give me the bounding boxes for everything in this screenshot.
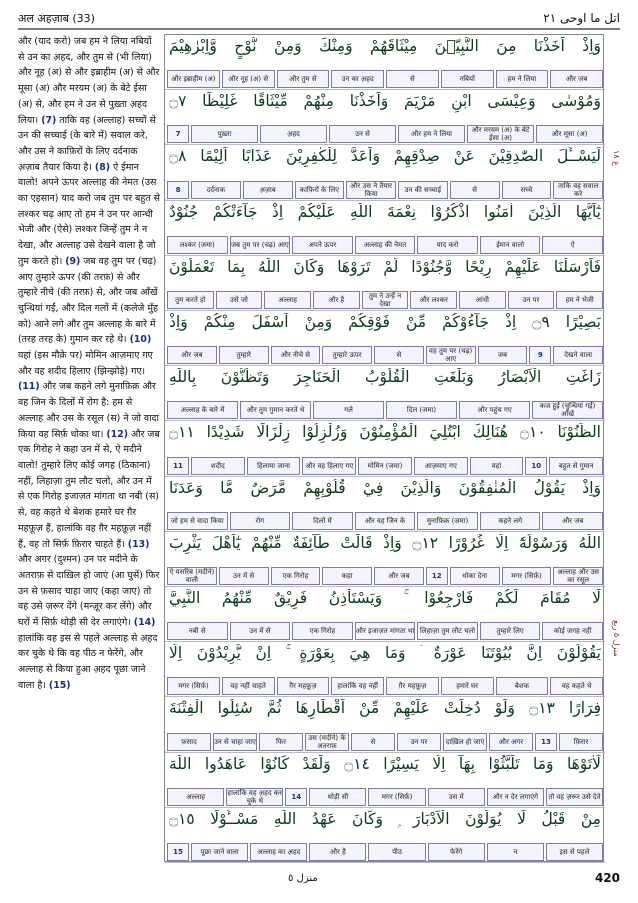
word-meaning-cell: तुम्हारे ऊपर (322, 346, 372, 364)
word-meaning-cell: फ़िरार (559, 733, 603, 751)
word-by-word-row (167, 70, 603, 88)
word-meaning-cell: अल्लाह की नेमत (355, 236, 416, 254)
word-meaning-cell: हम ने लिया (496, 70, 549, 88)
word-by-word-row (167, 788, 603, 806)
word-meaning-cell: पुख़्ता (191, 125, 258, 143)
word-meaning-cell: से (450, 181, 500, 199)
word-meaning-cell: फेरेंगे (428, 843, 485, 861)
verse-row (165, 532, 605, 587)
arabic-line: زَاغَتِ الْاَبْصَارُ وَبَلَغَتِ الْقُلُوْبُ الْحَنَاجِرَ وَتَظُنُّوْنَ بِاللّٰهِ (169, 368, 601, 387)
word-meaning-cell: एक गिरोह (292, 622, 353, 640)
word-meaning-cell: तुम ने उन्हें न देखा (362, 291, 409, 309)
word-meaning-cell: और है (309, 843, 366, 861)
arabic-line: وَاِذْ اَخَذْنَا مِنَ النَّبِيّٖنَ مِيْثَاقَهُمْ وَمِنْكَ وَمِنْ نُّوْحٍ وَّاِبْرٰهِيْمَ (169, 37, 601, 55)
translation-verse-10: जब वह तुम पर (चढ़) आए तुम्हारे ऊपर (की तरफ़) से और तुम्हारे नीचे (की तरफ़) से, और जब आँखें चुन्धियां गईं, और दिल गलों में (कलेजे मुँह को) आने लगे और तुम अल्लाह के बारे में (तरह तरह के) गुमान कर रहे थे। (18, 255, 158, 346)
word-meaning-cell: दिल (जमा) (386, 401, 457, 419)
page-number: 420 (594, 871, 620, 885)
word-meaning-cell: हमारे घर (441, 677, 494, 695)
word-meaning-cell: अल्लाह (264, 291, 311, 309)
verse-number: (8) (94, 161, 110, 173)
word-by-word-row (167, 457, 603, 475)
arabic-line: اللّٰهُ وَرَسُوْلُهٗٓ اِلَّا غُرُوْرًا ۝١٢ وَاِذْ قَالَتْ طَّآئِفَةٌ مِّنْهُمْ يٰٓاَهْلَ يَثْرِبَ (169, 533, 601, 552)
word-meaning-cell: 9 (529, 346, 551, 364)
arabic-line: فَاَرْسَلْنَا عَلَيْهِمْ رِيْحًا وَّجُنُوْدًا لَّمْ تَرَوْهَا وَكَانَ اللّٰهُ بِمَا تَعْمَلُوْنَ (169, 257, 601, 276)
word-meaning-cell: नबी से (167, 622, 228, 640)
verse-row (165, 145, 605, 200)
word-meaning-cell: उन का अ़हद (331, 70, 384, 88)
arabic-line: يَقُوْلُوْنَ اِنَّ بُيُوْتَنَا عَوْرَةٌ ۛ وَمَا هِيَ بِعَوْرَةٍ ۚ اِنْ يُّرِيْدُوْنَ اِلَّا (169, 644, 601, 663)
word-meaning-cell: लिहाज़ा तुम लौट चलो (417, 622, 478, 640)
word-meaning-cell: 10 (525, 457, 547, 475)
word-meaning-cell: लश्कर (जमा) (167, 236, 228, 254)
word-meaning-cell: और जब (167, 346, 217, 364)
translation-column (18, 34, 160, 862)
arabic-line: بَصِيْرًا ۝٩ اِذْ جَآءُوْكُمْ مِّنْ فَوْقِكُمْ وَمِنْ اَسْفَلَ مِنْكُمْ وَاِذْ (169, 313, 601, 331)
word-by-word-row (167, 567, 603, 585)
word-meaning-cell: सच्चे (502, 181, 552, 199)
verse-row (165, 587, 605, 642)
verse-row (165, 697, 605, 752)
translation-verse-13: और जब एक गिरोह ने कहा उन में से, ऐ मदीने वालो! तुम्हारे लिए कोई जगह (ठिकाना) नहीं, लिहाज़ा तुम लौट चलो, और उन में से एक गिरोह इजाज़त मांगता था नबी (स) से, वह कहते थे बेशक हमारे घर ग़ैर महफ़ूज़ हैं, हालांकि वह ग़ैर महफ़ूज़ नहीं हैं, वह तो सिर्फ़ फ़िरार चाहते हैं। (18, 428, 160, 550)
verse-number: (11) (18, 381, 40, 393)
word-meaning-cell: 11 (167, 457, 189, 475)
word-meaning-cell: कज हुईं (चुन्धियां गईं) आँखें (532, 401, 603, 419)
verse-row (165, 366, 605, 421)
word-meaning-cell: और वह जिन के (355, 512, 416, 530)
translation-text (18, 34, 160, 694)
word-meaning-cell: ग़ैर महफ़ूज़ (386, 677, 439, 695)
word-meaning-cell: आंधी (459, 291, 506, 309)
arabic-line: يٰٓاَيُّهَا الَّذِيْنَ اٰمَنُوا اذْكُرُوْا نِعْمَةَ اللّٰهِ عَلَيْكُمْ اِذْ جَآءَتْكُمْ جُنُوْدٌ (169, 202, 601, 221)
word-meaning-cell: वह कहते थे (550, 677, 603, 695)
translation-verse-11: यहां (इस मौक़े पर) मोमिन आज़माए गए और वह शदीद हिलाए (झिन्झोड़े) गए। (18, 350, 153, 377)
word-meaning-cell: और मरयम (अ) के बेटे ईसा (अ) (467, 125, 534, 143)
word-meaning-cell: तुम्हारे लिए (480, 622, 541, 640)
ruku-marker: ع ١٨ (612, 150, 621, 166)
verse-row (165, 808, 605, 863)
page-header (18, 8, 620, 30)
arabic-line: وَاِذْ يَقُوْلُ الْمُنٰفِقُوْنَ وَالَّذِيْنَ فِيْ قُلُوْبِهِمْ مَّرَضٌ مَّا وَعَدَنَا (169, 478, 601, 497)
word-meaning-cell: मुनाफ़िक़ (जमा) (417, 512, 478, 530)
word-meaning-cell: जब तुम पर (चढ़) आए (230, 236, 291, 254)
verse-number: (14) (133, 617, 156, 629)
verse-row (165, 256, 605, 311)
word-meaning-cell: फिर (259, 733, 303, 751)
word-by-word-row (167, 181, 603, 199)
word-meaning-cell: ताकि वह सवाल करे (553, 181, 603, 199)
word-meaning-cell: अल्लाह के बारे में (167, 401, 238, 419)
manzil-quarter-marker: منزل ٥ ربع (612, 620, 621, 657)
word-meaning-cell: और न देर लगाएंगे (487, 788, 544, 806)
word-meaning-cell: ऐ यसरिब (मदीने) वाली (167, 567, 217, 585)
word-meaning-cell: उन की सच्चाई (398, 181, 448, 199)
word-meaning-cell: 15 (167, 843, 189, 861)
word-meaning-cell: से (386, 70, 439, 88)
word-by-word-row (167, 401, 603, 419)
arabic-line: لَاٰتَوْهَا وَمَا تَلَبَّثُوْا بِهَآ اِلَّا يَسِيْرًا ۝١٤ وَلَقَدْ كَانُوْا عَاهَدُوا اللّٰهَ (169, 754, 601, 773)
word-meaning-cell: दाख़िल हो जाएं (443, 733, 487, 751)
word-by-word-row (167, 622, 603, 640)
verse-row (165, 477, 605, 532)
word-by-word-row (167, 291, 603, 309)
word-meaning-cell: उन में से (219, 567, 269, 585)
word-meaning-cell: से (374, 346, 424, 364)
word-meaning-cell: तुम्हारे (219, 346, 269, 364)
word-meaning-cell: ऐ (542, 236, 603, 254)
arabic-line: لِّيَسْــَٔلَ الصّٰدِقِيْنَ عَنْ صِدْقِهِمْ وَاَعَدَّ لِلْكٰفِرِيْنَ عَذَابًا اَلِيْمًا ۝٨ (169, 147, 601, 166)
word-meaning-cell: एक गिरोह (271, 567, 321, 585)
word-meaning-cell: बेशक (496, 677, 549, 695)
word-meaning-cell: और जब (374, 567, 424, 585)
arabic-verse-area (164, 34, 604, 862)
word-meaning-cell: और अगर (489, 733, 533, 751)
word-meaning-cell: और तुम गुमान करते थे (240, 401, 311, 419)
word-meaning-cell: पूछा जाने वाला (191, 843, 248, 861)
word-meaning-cell: 13 (535, 733, 557, 751)
verse-row (165, 311, 605, 366)
surah-name-hindi: अल अहज़ाब (33) (18, 11, 95, 25)
word-meaning-cell: नबियों (441, 70, 494, 88)
word-meaning-cell: मोमिन (जमा) (358, 457, 412, 475)
word-meaning-cell: तुम करते हो (167, 291, 214, 309)
word-by-word-row (167, 733, 603, 751)
word-meaning-cell: और इब्राहीम (अ) (167, 70, 220, 88)
word-meaning-cell: उन पर (508, 291, 555, 309)
word-meaning-cell: जो हम से वादा किया (167, 512, 228, 530)
word-meaning-cell: 12 (426, 567, 448, 585)
translation-verse-14: और अगर (दुश्मन) उन पर मदीने के अतराफ़ से दाख़िल हो जाएं (आ घुसें) फिर उन से फ़साद चाहा जाए (कहा जाए) तो वह उसे ज़रूर देंगे (मन्ज़ूर कर लेंगे) और घरों में सिर्फ़ थोड़ी सी देर लगाएंगे। (18, 554, 160, 629)
word-meaning-cell: उन पर (397, 733, 441, 751)
word-meaning-cell: अल्लाह (167, 788, 224, 806)
word-meaning-cell: कोई जगह नहीं (542, 622, 603, 640)
word-by-word-row (167, 346, 603, 364)
verse-number: (15) (48, 679, 71, 691)
word-by-word-row (167, 125, 603, 143)
verse-row (165, 753, 605, 808)
word-by-word-row (167, 677, 603, 695)
word-meaning-cell: तो वह ज़रूर उसे देते (546, 788, 603, 806)
word-by-word-row (167, 512, 603, 530)
word-meaning-cell: वह तुम पर (चढ़) आए (426, 346, 476, 364)
verse-row (165, 421, 605, 476)
word-meaning-cell: हालांकि वह नहीं (331, 677, 384, 695)
translation-verse-15: हालांकि वह इस से पहले अल्लाह से अ़हद कर चुके थे कि वह पीठ न फेरेंगे, और अल्लाह से किया हुआ अ़हद पूछा जाने वाला है। (18, 632, 158, 691)
word-meaning-cell: बहुत से गुमान (549, 457, 603, 475)
word-meaning-cell: उन से चाहा जाए (213, 733, 257, 751)
word-meaning-cell: रोग (230, 512, 291, 530)
word-meaning-cell: और तुम से (277, 70, 330, 88)
word-meaning-cell: धोका देना (450, 567, 500, 585)
translation-verse-9: ऐ ईमान वालो! अपने ऊपर अल्लाह की नेमत (उस का एहसान) याद करो जब तुम पर बहुत से लश्कर चढ़ आए तो हम ने उन पर आन्धी भेजी और (ऐसे) लश्कर जिन्हें तुम ने न देखा, और अल्लाह उसे देखने वाला है जो तुम करते हो। (18, 161, 160, 267)
word-meaning-cell: और जब (542, 512, 603, 530)
word-meaning-cell: उस (मदीने) के अतराफ़ (305, 733, 349, 751)
word-meaning-cell: हिलाया जाना (247, 457, 301, 475)
word-meaning-cell: और पहुंच गए (459, 401, 530, 419)
word-meaning-cell: थोड़ी सी (309, 788, 366, 806)
verse-number: (7) (41, 114, 57, 126)
word-meaning-cell: से (351, 733, 395, 751)
word-meaning-cell: अ़हद (260, 125, 327, 143)
word-meaning-cell: अल्लाह और उस का रसूल (553, 567, 603, 585)
verse-row (165, 642, 605, 697)
word-meaning-cell: और जब (550, 70, 603, 88)
arabic-line: مِنْ قَبْلُ لَا يُوَلُّوْنَ الْاَدْبَارَ ۭ وَكَانَ عَهْدُ اللّٰهِ مَسْــُٔوْلًا ۝١٥ (169, 809, 601, 828)
verse-row (165, 35, 605, 90)
word-meaning-cell: जब (478, 346, 528, 364)
word-meaning-cell: कहा (322, 567, 372, 585)
word-meaning-cell: कहने लगे (480, 512, 541, 530)
word-meaning-cell: वह नहीं चाहते (222, 677, 275, 695)
word-meaning-cell: उस में (428, 788, 485, 806)
arabic-line: وَمُوْسٰى وَعِيْسَى ابْنِ مَرْيَمَ وَاَخَذْنَا مِنْهُمْ مِّيْثَاقًا غَلِيْظًا ۝٧ (169, 92, 601, 111)
word-meaning-cell: और मूसा (अ) (536, 125, 603, 143)
word-meaning-cell: शदीद (191, 457, 245, 475)
verse-number: (9) (65, 255, 81, 267)
word-meaning-cell: और लश्कर (410, 291, 457, 309)
word-meaning-cell: और नीचे से (271, 346, 321, 364)
word-meaning-cell: न (487, 843, 544, 861)
word-meaning-cell: मगर (सिर्फ़) (368, 788, 425, 806)
arabic-line: الظُّنُوْنَا ۝١٠ هُنَالِكَ ابْتُلِيَ الْمُؤْمِنُوْنَ وَزُلْزِلُوْا زِلْزَالًا شَدِيْدًا ۝١١ (169, 423, 601, 442)
word-meaning-cell: उसे जो (216, 291, 263, 309)
word-meaning-cell: फ़साद (167, 733, 211, 751)
word-meaning-cell: 7 (167, 125, 189, 143)
word-meaning-cell: और उस ने तैयार किया (346, 181, 396, 199)
word-meaning-cell: हम ने भेजी (556, 291, 603, 309)
word-meaning-cell: काफ़िरों के लिए (295, 181, 345, 199)
arabic-line: فِرَارًا ۝١٣ وَلَوْ دُخِلَتْ عَلَيْهِمْ مِّنْ اَقْطَارِهَا ثُمَّ سُئِلُوا الْفِتْنَةَ (169, 699, 601, 718)
page-footer (18, 866, 620, 890)
word-meaning-cell: उन में से (230, 622, 291, 640)
word-meaning-cell: मगर (सिर्फ़) (502, 567, 552, 585)
verse-row (165, 201, 605, 256)
word-meaning-cell: इस से पहले (546, 843, 603, 861)
word-meaning-cell: दिलों में (292, 512, 353, 530)
word-meaning-cell: और नूह (अ) से (222, 70, 275, 88)
word-meaning-cell: और है (313, 291, 360, 309)
word-meaning-cell: याद करो (417, 236, 478, 254)
word-meaning-cell: आज़माए गए (414, 457, 468, 475)
word-meaning-cell: 8 (167, 181, 189, 199)
word-meaning-cell: दर्दनाक (191, 181, 241, 199)
word-meaning-cell: पीठ (368, 843, 425, 861)
juz-name-arabic: اتل ما اوحی ٢١ (543, 11, 620, 25)
word-by-word-row (167, 843, 603, 861)
word-meaning-cell: 14 (285, 788, 307, 806)
translation-verse-12: और जब कहने लगे मुनाफ़िक़ और वह जिन के दिलों में रोग है: हम से अल्लाह और उस के रसूल (स) ने जो वादा किया वह सिर्फ़ धोका था। (18, 381, 159, 440)
word-meaning-cell: हालांकि वह अ़हद कर चुके थे (227, 788, 283, 805)
word-by-word-row (167, 236, 603, 254)
word-meaning-cell: और हम ने लिया (398, 125, 465, 143)
word-meaning-cell: अपने ऊपर (292, 236, 353, 254)
verse-number: (13) (127, 538, 150, 550)
word-meaning-cell: देखने वाला (553, 346, 603, 364)
word-meaning-cell: अ़ज़ाब (243, 181, 293, 199)
translation-verse-8: ताकि वह (अल्लाह) सच्चों से उन की सच्चाई (के बारे में) सवाल करे, और उस ने काफ़िरों के लिए दर्दनाक अ़ज़ाब तैयार किया है। (18, 114, 156, 173)
word-meaning-cell: यहां (470, 457, 524, 475)
word-meaning-cell: ग़ैर महफ़ूज़ (277, 677, 330, 695)
word-meaning-cell: गले (313, 401, 384, 419)
word-meaning-cell: उन से (329, 125, 396, 143)
translation-verse-7: और (याद करो) जब हम ने लिया नबियों से उन का अ़हद, और तुम से (भी लिया) और नूह (अ) से और इब्राहीम (अ) से और मूसा (अ) और मरयम (अ) के बेटे ईसा (अ) से, और हम ने उन से पुख़्ता अ़हद लिया। (18, 36, 160, 126)
verse-number: (12) (106, 428, 129, 440)
manzil-label: منزل ٥ (288, 872, 318, 884)
verse-row (165, 90, 605, 145)
verse-number: (10) (129, 334, 152, 346)
word-meaning-cell: और वह हिलाए गए (302, 457, 356, 475)
word-meaning-cell: अल्लाह का अ़हद (250, 843, 307, 861)
arabic-line: لَا مُقَامَ لَكُمْ فَارْجِعُوْا ۚ وَيَسْتَاْذِنُ فَرِيْقٌ مِّنْهُمُ النَّبِيَّ (169, 589, 601, 607)
word-meaning-cell: ईमान वालो (480, 236, 541, 254)
word-meaning-cell: मगर (सिर्फ़) (167, 677, 220, 695)
word-meaning-cell: और इजाज़त मांगता था (355, 622, 416, 640)
